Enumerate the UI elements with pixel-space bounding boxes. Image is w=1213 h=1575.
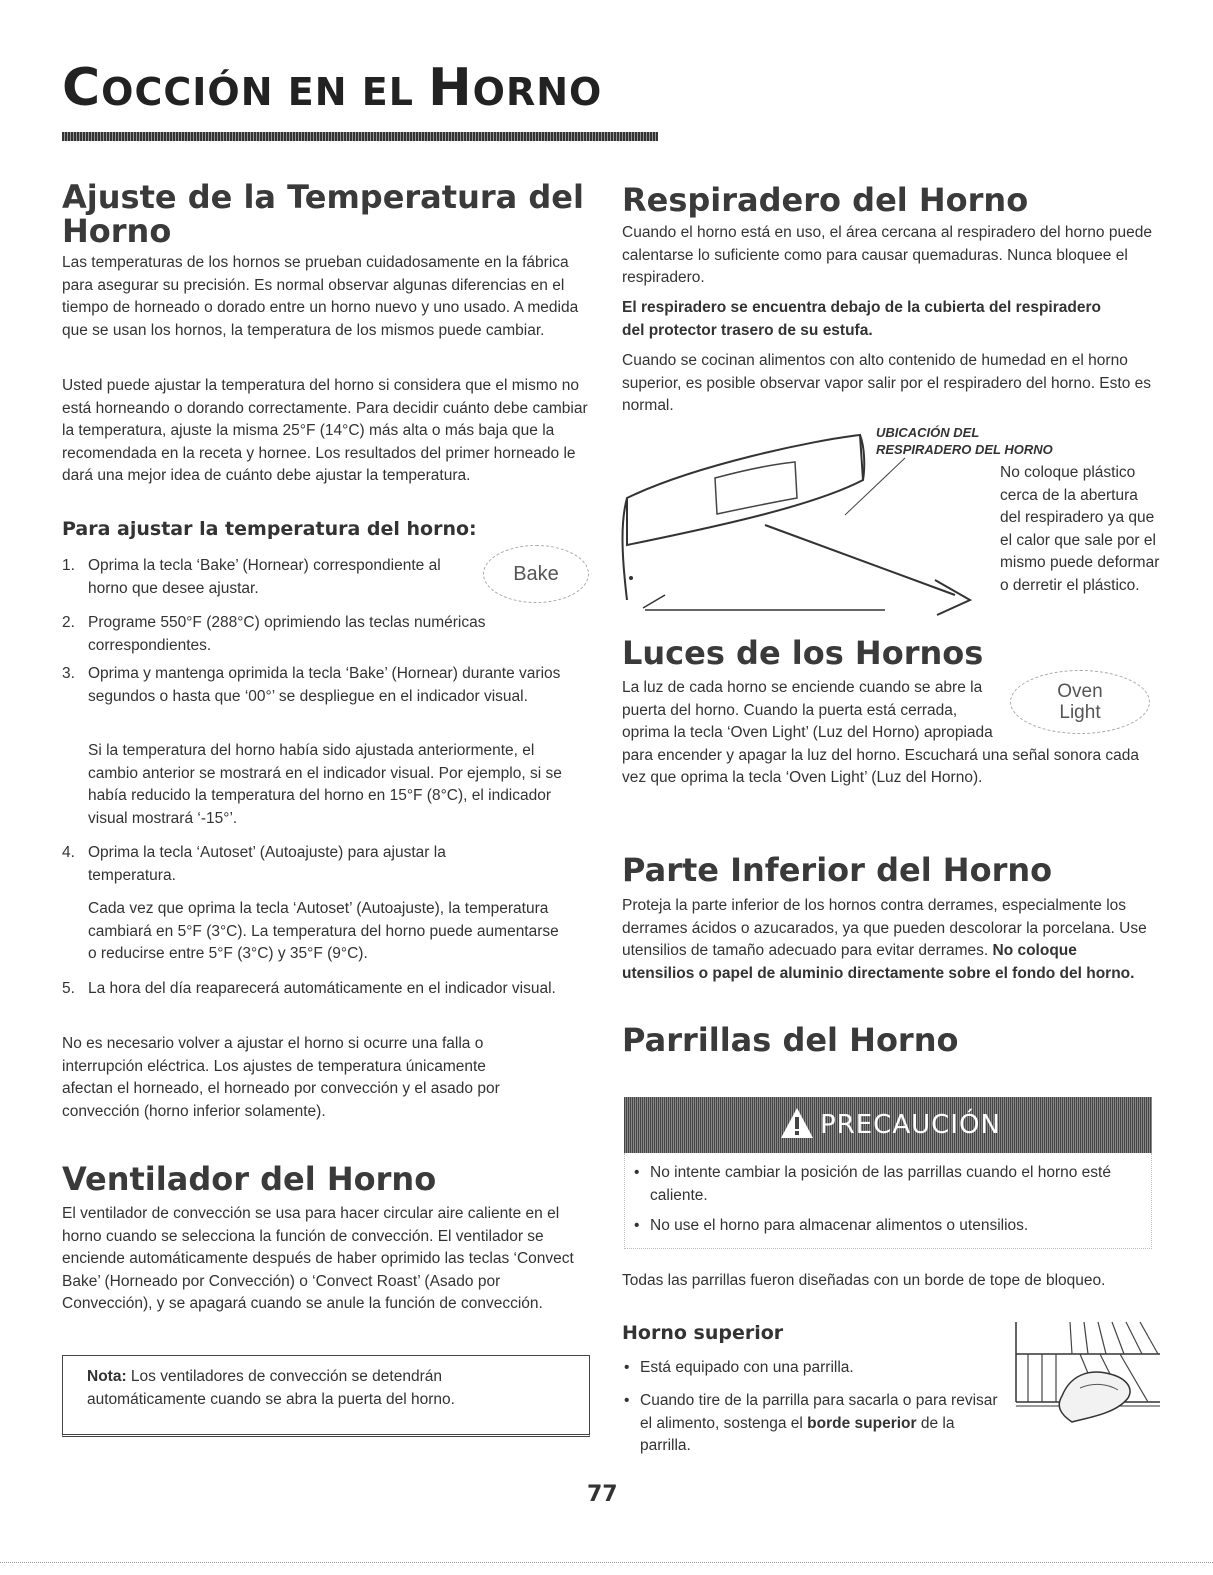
ajuste-step-4	[62, 842, 528, 887]
step-text: Oprima la tecla ‘Bake’ (Hornear) correspondiente al horno que desee ajustar.	[88, 557, 441, 597]
respiradero-heading: Respiradero del Horno	[622, 181, 1029, 219]
note-body: Los ventiladores de convección se detendrán automáticamente cuando se abra la puerta del horno.	[87, 1368, 455, 1408]
ajuste-step-1	[62, 555, 478, 600]
step-number: 2.	[62, 614, 75, 631]
ajuste-heading-line2: Horno	[62, 212, 172, 250]
bullet: •	[634, 1217, 640, 1234]
title-part: OCCIÓN	[101, 70, 288, 114]
vent-figure-label-line1: UBICACIÓN DEL	[876, 425, 980, 440]
respiradero-paragraph-bold: El respiradero se encuentra debajo de la cubierta del respiradero del protector trasero de su estufa.	[622, 299, 1101, 339]
inferior-paragraph	[622, 895, 1152, 985]
title-part: EN	[287, 70, 362, 114]
note-box	[62, 1355, 590, 1437]
caution-item-text: No use el horno para almacenar alimentos o utensilios.	[650, 1217, 1029, 1234]
horno-superior-subheading: Horno superior	[622, 1322, 784, 1344]
oven-light-key-line2: Light	[1059, 702, 1101, 723]
luces-heading: Luces de los Hornos	[622, 634, 984, 672]
step-text: Oprima la tecla ‘Autoset’ (Autoajuste) para ajustar la temperatura.	[88, 844, 446, 884]
bake-key-icon	[483, 545, 589, 603]
ajuste-paragraph-1: Las temperaturas de los hornos se prueban cuidadosamente en la fábrica para asegurar su precisión. Es normal observar algunas diferencias en el tiempo de horneado o dorado entre un horno nuevo y uno usado. A medida que se usan los hornos, la temperatura de los mismos puede cambiar.	[62, 254, 579, 339]
vent-side-text: No coloque plástico cerca de la abertura del respiradero ya que el calor que sale por el mismo puede deformar o derretir el plástico.	[1000, 464, 1160, 594]
ajuste-step-2	[62, 612, 588, 657]
title-part: EL	[361, 70, 429, 114]
inferior-bold-text: No coloque utensilios o papel de aluminio directamente sobre el fondo del horno.	[622, 942, 1135, 982]
parrillas-paragraph: Todas las parrillas fueron diseñadas con un borde de tope de bloqueo.	[622, 1272, 1106, 1289]
bullet-bold-text: borde superior	[807, 1414, 917, 1432]
ajuste-step-5	[62, 978, 568, 1001]
respiradero-paragraph-2: Cuando se cocinan alimentos con alto contenido de humedad en el horno superior, es posible observar vapor salir por el respiradero del horno. Esto es normal.	[622, 352, 1151, 414]
oven-rack-illustration	[1010, 1318, 1160, 1428]
ajuste-heading-line1: Ajuste de la Temperatura del	[62, 178, 584, 216]
respiradero-paragraph-1: Cuando el horno está en uso, el área cercana al respiradero del horno puede calentarse lo suficiente como para causar quemaduras. Nunca bloquee el respiradero.	[622, 224, 1152, 286]
horno-superior-bullet-1	[624, 1357, 1000, 1380]
parrillas-heading: Parrillas del Horno	[622, 1021, 959, 1059]
title-part: H	[428, 58, 473, 118]
ajuste-paragraph-2: Usted puede ajustar la temperatura del horno si considera que el mismo no está horneando o dorando correctamente. Para decidir cuánto debe cambiar la temperatura, ajuste la misma 25°F (14°C) más alta o más baja que la recomendada en la receta y hornee. Los resultados del primer horneado le dará una mejor idea de cuánto debe ajustar la temperatura.	[62, 377, 588, 484]
bullet: •	[624, 1359, 630, 1376]
note-label: Nota:	[87, 1368, 127, 1385]
bullet-text: Cuando tire de la parrilla para sacarla o para revisar el alimento, sostenga el	[640, 1392, 998, 1432]
ajuste-step-4-note	[88, 898, 568, 966]
inferior-text: Proteja la parte inferior de los hornos contra derrames, especialmente los derrames ácidos o azucarados, ya que pueden descolorar la porcelana. Use utensilios de tamaño adecuado para evitar derrames.	[622, 897, 1147, 959]
oven-vent-illustration	[615, 420, 995, 620]
step-number: 3.	[62, 665, 75, 682]
bullet: •	[634, 1164, 640, 1181]
ventilador-paragraph: El ventilador de convección se usa para hacer circular aire caliente en el horno cuando se selecciona la función de convección. El ventilador se enciende automáticamente después de haber oprimido las teclas ‘Convect Bake’ (Horneado por Convección) o ‘Convect Roast’ (Asado por Convección), y se apagará cuando se anule la función de convección.	[62, 1205, 574, 1312]
oven-light-key-line1: Oven	[1057, 681, 1103, 702]
vent-figure-label-line2: RESPIRADERO DEL HORNO	[876, 442, 1053, 457]
title-part: C	[62, 58, 102, 118]
ajuste-step-3-note	[88, 740, 588, 830]
step-number: 1.	[62, 557, 75, 574]
step-text: Programe 550°F (288°C) oprimiendo las teclas numéricas correspondientes.	[88, 614, 486, 654]
luces-paragraph-text: La luz de cada horno se enciende cuando se abre la puerta del horno. Cuando la puerta está cerrada, oprima la tecla ‘Oven Light’ (Luz del Horno) apropiada para encender y apagar la luz del horno. Escuchará una señal sonora cada vez que oprima la tecla ‘Oven Light’ (Luz del Horno).	[622, 679, 1140, 786]
caution-item-text: No intente cambiar la posición de las parrillas cuando el horno esté caliente.	[650, 1164, 1111, 1204]
bake-key-label: Bake	[513, 563, 559, 585]
step-text: La hora del día reaparecerá automáticamente en el indicador visual.	[88, 980, 556, 997]
caution-title: PRECAUCIÓN	[820, 1110, 1001, 1140]
step-number: 4.	[62, 844, 75, 861]
step-text: Cada vez que oprima la tecla ‘Autoset’ (Autoajuste), la temperatura cambiará en 5°F (3°C). La temperatura del horno puede aumentarse o reducirse entre 5°F (3°C) y 35°F (9°C).	[88, 900, 559, 962]
step-text: Oprima y mantenga oprimida la tecla ‘Bake’ (Hornear) durante varios segundos o hasta que ‘00°’ se despliegue en el indicador visual.	[88, 665, 561, 705]
title-rule	[62, 132, 658, 141]
page-number: 77	[587, 1482, 618, 1507]
page-title	[62, 58, 602, 118]
step-number: 5.	[62, 980, 75, 997]
luces-paragraph	[622, 677, 1162, 790]
ajuste-subheading: Para ajustar la temperatura del horno:	[62, 518, 477, 540]
bottom-border	[0, 1562, 1213, 1563]
warning-triangle-icon	[779, 1106, 815, 1140]
caution-item-1	[634, 1162, 1130, 1207]
horno-superior-bullet-2	[624, 1390, 1005, 1458]
bullet: •	[624, 1392, 630, 1409]
step-text: Si la temperatura del horno había sido ajustada anteriormente, el cambio anterior se mostrará en el indicador visual. Por ejemplo, si se había reducido la temperatura del horno en 15°F (8°C), el indicador visual mostrará ‘-15°’.	[88, 742, 562, 827]
bullet-text-end: de la parrilla.	[640, 1414, 955, 1454]
bullet-text: Está equipado con una parrilla.	[640, 1359, 854, 1376]
ajuste-paragraph-3: No es necesario volver a ajustar el horno si ocurre una falla o interrupción eléctrica. Los ajustes de temperatura únicamente afectan el horneado, el horneado por convección y el asado por convección (horno inferior solamente).	[62, 1035, 500, 1120]
ventilador-heading: Ventilador del Horno	[62, 1160, 437, 1198]
inferior-heading: Parte Inferior del Horno	[622, 851, 1053, 889]
caution-item-2	[634, 1215, 1130, 1238]
note-text	[87, 1366, 547, 1411]
key-spacer	[1002, 677, 1162, 725]
title-part: ORNO	[472, 70, 603, 114]
ajuste-step-3	[62, 663, 578, 708]
ajuste-heading	[62, 180, 584, 248]
